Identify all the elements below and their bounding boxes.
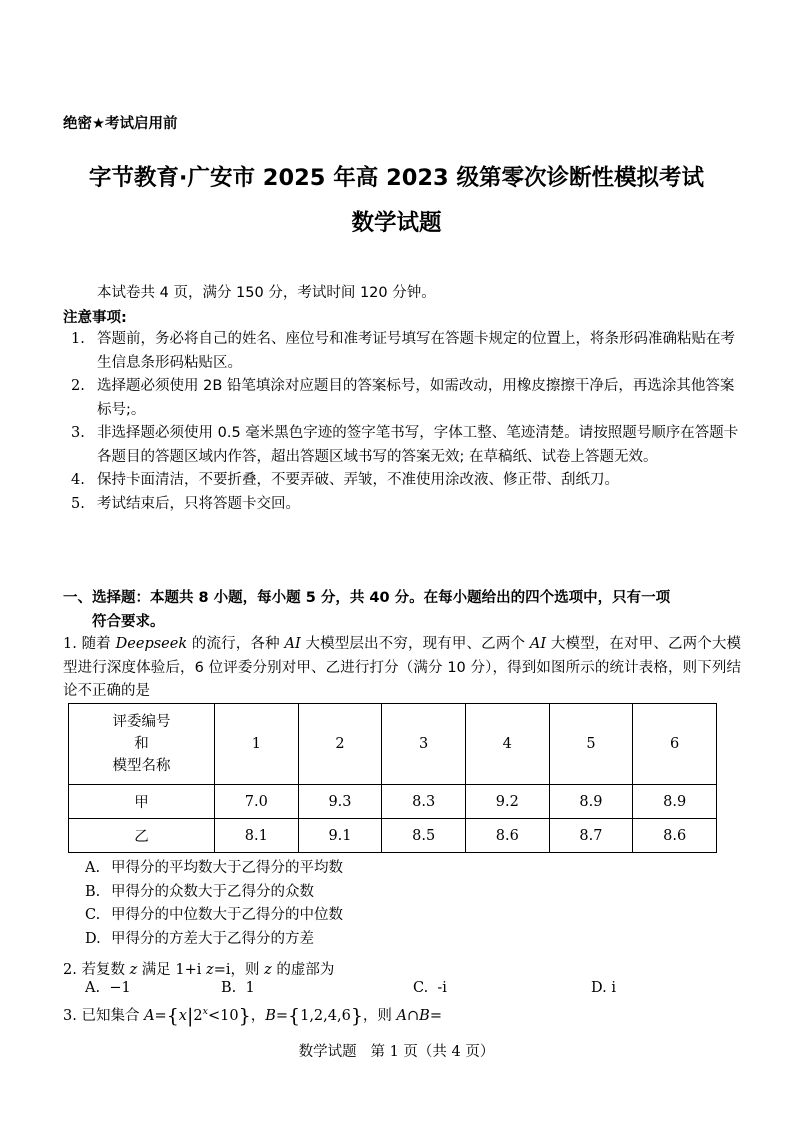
notice-item-text: 选择题必须使用 2B 铅笔填涂对应题目的答案标号，如需改动，用橡皮擦擦干净后，再选涂其他答案标号;。 bbox=[97, 378, 735, 418]
question-1-term-ai-2: AI bbox=[529, 636, 547, 652]
option-key: A. bbox=[85, 860, 101, 876]
question-2-options bbox=[63, 980, 741, 1002]
option-text: 1 bbox=[245, 980, 255, 996]
question-1-term-ai-1: AI bbox=[284, 636, 301, 652]
question-2-var-z1: z bbox=[129, 962, 138, 978]
option-key: C. bbox=[413, 980, 429, 996]
option-text: 甲得分的平均数大于乙得分的平均数 bbox=[111, 860, 343, 876]
table-cell: 8.3 bbox=[382, 785, 466, 819]
notice-item-text: 保持卡面清洁，不要折叠，不要弄破、弄皱，不准使用涂改液、修正带、刮纸刀。 bbox=[97, 472, 619, 488]
question-1-option-d bbox=[85, 928, 343, 952]
option-text: i bbox=[611, 980, 616, 996]
question-3-brace-close: } bbox=[238, 1005, 251, 1027]
option-text: −1 bbox=[109, 980, 131, 996]
corner-label-line-1: 评委编号 bbox=[112, 714, 171, 730]
question-3-base: 2 bbox=[193, 1008, 203, 1024]
option-key: C. bbox=[85, 907, 101, 923]
notice-item bbox=[63, 493, 741, 517]
table-cell: 9.1 bbox=[298, 819, 382, 853]
table-cell: 8.9 bbox=[549, 785, 633, 819]
option-key: D. bbox=[85, 930, 101, 947]
question-3-text-a: 已知集合 bbox=[81, 1008, 145, 1024]
table-col-header: 3 bbox=[382, 704, 466, 785]
question-2-text-b: 满足 bbox=[137, 962, 176, 978]
table-cell: 7.0 bbox=[215, 785, 299, 819]
table-cell: 8.6 bbox=[633, 819, 717, 853]
table-cell: 9.2 bbox=[465, 785, 549, 819]
question-3-brace-open: { bbox=[166, 1005, 179, 1027]
question-2-eq-z: z bbox=[206, 962, 214, 978]
table-cell: 8.1 bbox=[215, 819, 299, 853]
table-col-header: 4 bbox=[465, 704, 549, 785]
score-table bbox=[68, 703, 717, 853]
option-text: 甲得分的方差大于乙得分的方差 bbox=[111, 930, 314, 947]
question-1-option-b bbox=[85, 881, 343, 905]
question-1-text-b: 的流行，各种 bbox=[187, 636, 285, 652]
section-one-heading bbox=[63, 587, 741, 634]
table-col-header: 2 bbox=[298, 704, 382, 785]
question-1-option-c bbox=[85, 904, 343, 928]
question-1-text-d: 大模型，在对甲、乙两个大模型进行深度体验后，6 位评委分别对甲、乙进行打分（满分 10 分），得到如图所示的统计表格，则下列结论不正确的是 bbox=[63, 636, 742, 699]
notice-list bbox=[63, 328, 741, 516]
question-2-text-c: ，则 bbox=[230, 962, 265, 978]
table-cell: 8.7 bbox=[549, 819, 633, 853]
question-2-option-d bbox=[591, 980, 616, 996]
table-cell: 9.3 bbox=[298, 785, 382, 819]
table-cell: 8.9 bbox=[633, 785, 717, 819]
corner-label-line-2: 和 bbox=[134, 736, 149, 752]
notice-item-number: 3. bbox=[71, 425, 85, 441]
table-header-row bbox=[69, 704, 717, 785]
question-1-options bbox=[85, 857, 343, 951]
confidential-notice: 绝密★考试启用前 bbox=[63, 116, 178, 132]
table-row-label: 甲 bbox=[69, 785, 215, 819]
question-1-text-a: 随着 bbox=[81, 636, 116, 652]
question-3-set-b-2: B bbox=[419, 1008, 430, 1024]
table-col-header: 6 bbox=[633, 704, 717, 785]
notice-item-number: 5. bbox=[71, 495, 85, 512]
question-2-eq-a: 1+ bbox=[175, 962, 197, 978]
option-key: B. bbox=[85, 883, 101, 900]
question-2-eq-i1: i bbox=[196, 962, 202, 978]
subject-title: 数学试题 bbox=[351, 210, 442, 236]
question-3-equals-1: = bbox=[154, 1008, 167, 1024]
option-key: D. bbox=[591, 980, 607, 996]
footer-total-pages: 4 bbox=[451, 1044, 461, 1060]
question-3-set-a-2: A bbox=[396, 1008, 408, 1024]
question-1-term-deepseek: Deepseek bbox=[115, 636, 188, 652]
question-3-var-x: x bbox=[178, 1008, 187, 1024]
question-2-eq-equals: = bbox=[213, 962, 226, 978]
question-3-comma-1: ， bbox=[250, 1008, 266, 1024]
table-cell: 8.5 bbox=[382, 819, 466, 853]
question-2-option-b bbox=[221, 980, 255, 996]
footer-page-word: 第 bbox=[370, 1044, 385, 1060]
question-3-b-elements: 1,2,4,6 bbox=[300, 1008, 351, 1024]
table-row-label: 乙 bbox=[69, 819, 215, 853]
question-2-number: 2. bbox=[63, 962, 77, 978]
notice-item bbox=[63, 328, 741, 375]
intersection-icon: ∩ bbox=[407, 1008, 420, 1024]
option-key: A. bbox=[85, 980, 101, 996]
page-title: 字节教育·广安市 2025 年高 2023 级第零次诊断性模拟考试 bbox=[88, 165, 705, 191]
notice-item-number: 4. bbox=[71, 472, 85, 488]
question-3-set-a: A bbox=[144, 1008, 155, 1024]
notice-item-text: 非选择题必须使用 0.5 毫米黑色字迹的签字笔书写，字体工整、笔迹清楚。请按照题号顺序在答题卡各题目的答题区域内作答，超出答题区域书写的答案无效; 在草稿纸、试卷上答题无效。 bbox=[97, 425, 739, 465]
footer-page-number: 1 bbox=[389, 1044, 399, 1060]
table-col-header: 5 bbox=[549, 704, 633, 785]
question-1-number: 1. bbox=[63, 636, 77, 652]
question-2-option-a bbox=[85, 980, 131, 996]
page-footer bbox=[0, 1040, 793, 1061]
question-3-equals-2: = bbox=[275, 1008, 288, 1024]
question-2-text-d: 的虚部为 bbox=[271, 962, 335, 978]
table-row bbox=[69, 785, 717, 819]
footer-total-unit: 页） bbox=[465, 1044, 495, 1060]
table-corner-header bbox=[69, 704, 215, 785]
footer-page-unit: 页（共 bbox=[403, 1044, 447, 1060]
question-3-b-brace-open: { bbox=[288, 1005, 301, 1027]
option-text: 甲得分的中位数大于乙得分的中位数 bbox=[111, 907, 343, 923]
question-3-b-brace-close: } bbox=[350, 1005, 363, 1027]
question-1-stem bbox=[63, 633, 741, 704]
table-col-header: 1 bbox=[215, 704, 299, 785]
question-2-stem bbox=[63, 958, 334, 979]
notice-item bbox=[63, 422, 741, 469]
option-key: B. bbox=[221, 980, 237, 996]
notice-item-number: 1. bbox=[71, 331, 85, 347]
question-2-var-z2: z bbox=[264, 962, 272, 978]
corner-label-line-3: 模型名称 bbox=[112, 758, 171, 774]
notice-heading: 注意事项: bbox=[63, 310, 127, 326]
notice-item bbox=[63, 469, 741, 493]
section-one-heading-line1: 一、选择题：本题共 8 小题，每小题 5 分，共 40 分。在每小题给出的四个选项中，只有一项 bbox=[63, 590, 671, 606]
question-1-text-c: 大模型层出不穷，现有甲、乙两个 bbox=[300, 636, 530, 652]
question-3-set-b: B bbox=[265, 1008, 276, 1024]
question-3-equals-3: = bbox=[429, 1008, 442, 1024]
question-3-exponent: x bbox=[202, 1006, 208, 1018]
question-3-bar: | bbox=[186, 1005, 194, 1027]
section-one-heading-line2: 符合要求。 bbox=[92, 613, 165, 630]
option-text: 甲得分的众数大于乙得分的众数 bbox=[111, 883, 314, 900]
question-3-comma-2: ，则 bbox=[362, 1008, 397, 1024]
footer-subject: 数学试题 bbox=[298, 1044, 357, 1060]
table-row bbox=[69, 819, 717, 853]
question-2-text-a: 若复数 bbox=[81, 962, 130, 978]
question-3-number: 3. bbox=[63, 1008, 77, 1024]
notice-item-number: 2. bbox=[71, 378, 85, 394]
question-3-inequality: <10 bbox=[207, 1008, 239, 1024]
question-2-option-c bbox=[413, 980, 447, 996]
option-text: -i bbox=[437, 980, 447, 996]
notice-item bbox=[63, 375, 741, 422]
question-1-option-a bbox=[85, 857, 343, 881]
question-2-eq-i2: i bbox=[225, 962, 231, 978]
table-cell: 8.6 bbox=[465, 819, 549, 853]
paper-meta-line: 本试卷共 4 页，满分 150 分，考试时间 120 分钟。 bbox=[97, 285, 436, 301]
notice-item-text: 考试结束后，只将答题卡交回。 bbox=[97, 495, 300, 512]
question-3-stem bbox=[63, 1004, 442, 1027]
notice-item-text: 答题前，务必将自己的姓名、座位号和准考证号填写在答题卡规定的位置上，将条形码准确粘贴在考生信息条形码粘贴区。 bbox=[97, 331, 735, 371]
